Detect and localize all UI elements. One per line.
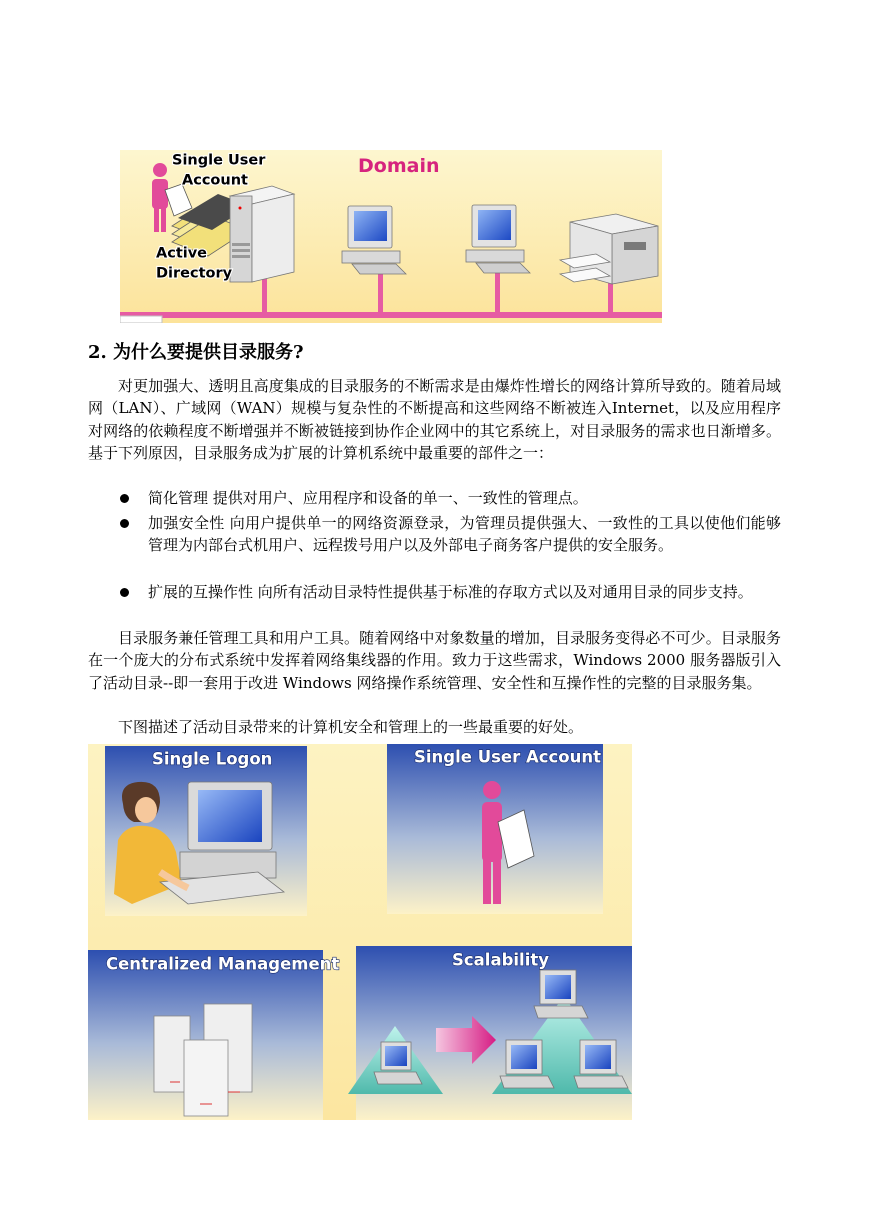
single-user-account-label-line2: Account <box>182 172 248 189</box>
bullet-item-1 <box>120 487 781 509</box>
woman-at-computer-icon <box>114 782 284 904</box>
domain-diagram-figure <box>120 148 662 323</box>
bullet-dot-icon <box>120 588 129 597</box>
domain-label: Domain <box>358 155 440 178</box>
single-user-account-label-line1: Single User <box>172 152 266 169</box>
bullet-dot-icon <box>120 494 129 503</box>
server-tower-icon <box>230 186 294 282</box>
panel-title-single-logon: Single Logon <box>152 749 273 769</box>
bullet-item-3 <box>120 581 781 603</box>
paragraph-directory-service: 目录服务兼任管理工具和用户工具。随着网络中对象数量的增加，目录服务变得必不可少。目录服务在一个庞大的分布式系统中发挥着网络集线器的作用。致力于这些需求，Windows 2000 服务器版引入了活动目录--即一套用于改进 Windows 网络操作系统管理、安全性和互操作性的完整的目录服务集。 <box>88 629 781 692</box>
panel-title-single-user-account: Single User Account <box>414 747 602 767</box>
section-heading: 2. 为什么要提供目录服务? <box>88 342 304 363</box>
paragraph-figure-caption: 下图描述了活动目录带来的计算机安全和管理上的一些最重要的好处。 <box>118 718 584 736</box>
bullet-text-1: 简化管理 提供对用户、应用程序和设备的单一、一致性的管理点。 <box>148 489 588 507</box>
printer-icon <box>560 214 658 284</box>
paragraph-intro: 对更加强大、透明且高度集成的目录服务的不断需求是由爆炸性增长的网络计算所导致的。随着局域网（LAN）、广域网（WAN）规模与复杂性的不断提高和这些网络不断被连入Internet，以及应用程序对网络的依赖程度不断增强并不断被链接到协作企业网中的其它系统上，对目录服务的需求也日渐增多。基于下列原因，目录服务成为扩展的计算机系统中最重要的部件之一： <box>88 377 781 462</box>
active-directory-label-line1: Active <box>156 245 208 262</box>
bullet-item-2 <box>120 512 781 557</box>
bullet-text-2: 加强安全性 向用户提供单一的网络资源登录，为管理员提供强大、一致性的工具以使他们能够管理为内部台式机用户、远程拨号用户以及外部电子商务客户提供的安全服务。 <box>148 514 781 555</box>
bullet-text-3: 扩展的互操作性 向所有活动目录特性提供基于标准的存取方式以及对通用目录的同步支持。 <box>148 583 753 601</box>
panel-title-scalability: Scalability <box>452 950 550 970</box>
active-directory-label-line2: Directory <box>156 265 233 282</box>
panel-title-centralized-management: Centralized Management <box>106 954 340 974</box>
bullet-dot-icon <box>120 519 129 528</box>
benefits-figure <box>88 744 632 1120</box>
